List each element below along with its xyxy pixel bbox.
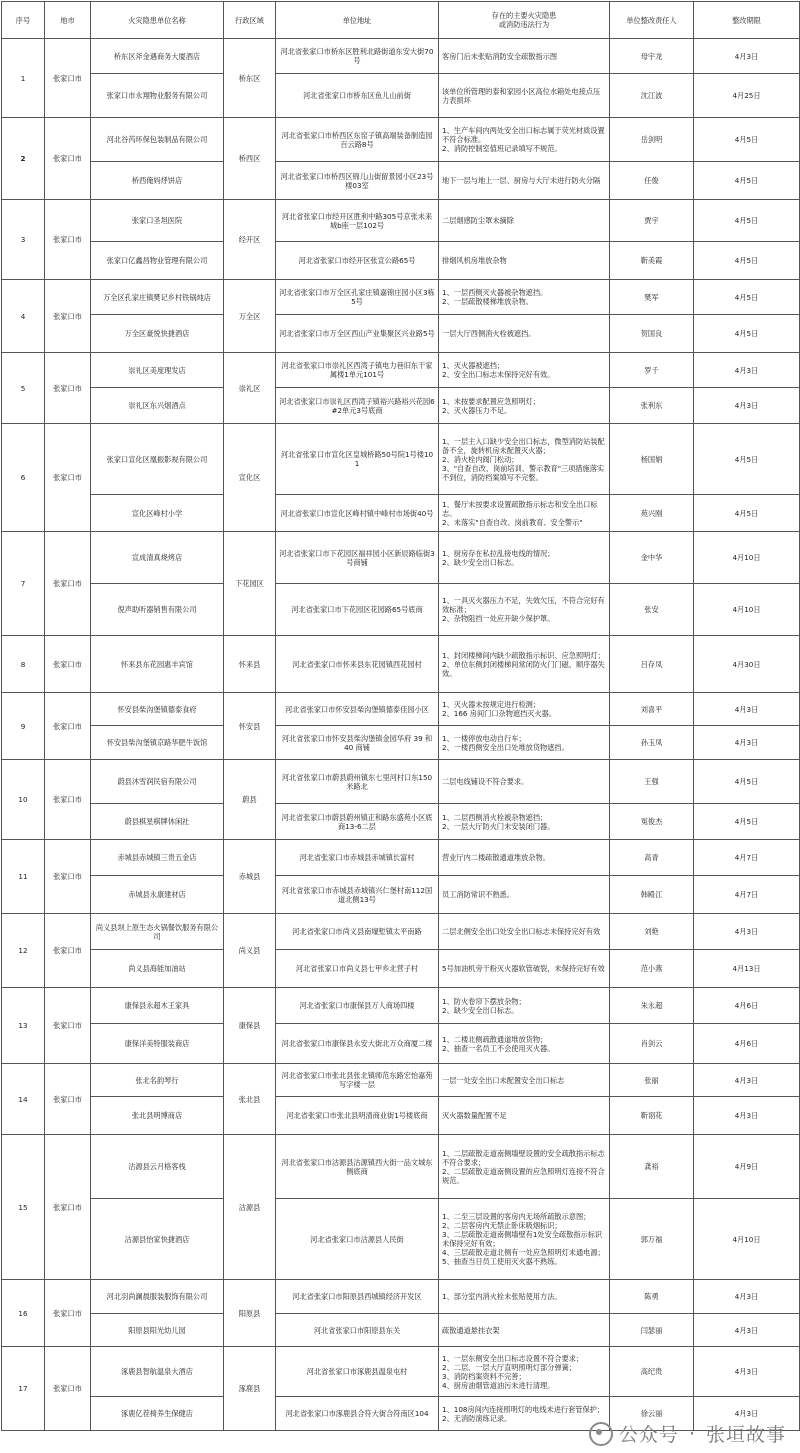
unit-hazard: 5号加油机旁干粉灭火器软管破裂，未保持完好有效 [439, 950, 610, 988]
row-number: 3 [2, 200, 45, 280]
unit-deadline: 4月3日 [694, 1397, 800, 1431]
unit-deadline: 4月5日 [694, 200, 800, 242]
unit-name: 宣成清真烧烤店 [91, 532, 224, 584]
unit-person: 张丽 [610, 1064, 694, 1097]
unit-hazard: 地下一层与地上一层、厨房与大厅未进行防火分隔 [439, 162, 610, 200]
unit-hazard: 1、一层西侧灭火器被杂物遮挡。 2、一层疏散楼梯堆放杂物。 [439, 280, 610, 315]
unit-person: 罗千 [610, 353, 694, 388]
row-district: 万全区 [224, 280, 276, 353]
header-no: 序号 [2, 2, 45, 39]
unit-hazard: 1、108房间内连接照明灯的电线未进行套管保护； 2、无消防演练记录。 [439, 1397, 610, 1431]
unit-deadline: 4月5日 [694, 495, 800, 532]
unit-address: 河北省张家口市涿鹿县温泉屯村 [276, 1347, 439, 1397]
unit-hazard: 灭火器数量配置不足 [439, 1097, 610, 1135]
unit-deadline: 4月9日 [694, 1135, 800, 1199]
unit-address: 河北省张家口市张北县明清商业街1号楼底商 [276, 1097, 439, 1135]
unit-deadline: 4月3日 [694, 353, 800, 388]
unit-hazard: 1、一层东侧安全出口标志设置不符合要求； 2、二层、一层大厅直明照明灯部分弹簧； 3、消防档案资料不完善； 4、厨房油烟管道油污未进行清理。 [439, 1347, 610, 1397]
table-body [2, 39, 800, 1431]
unit-person: 杨国娟 [610, 424, 694, 495]
unit-name: 张北名韵琴行 [91, 1064, 224, 1097]
table-row [2, 1024, 800, 1064]
unit-address: 河北省张家口市桥东区鱼儿山前街 [276, 74, 439, 118]
table-row [2, 118, 800, 162]
unit-name: 阳原县阳光幼儿园 [91, 1314, 224, 1347]
unit-address: 河北省张家口市涿鹿县合符大街合符南区104 [276, 1397, 439, 1431]
header-hazard: 存在的主要火灾隐患 或消防违法行为 [439, 2, 610, 39]
row-district: 桥东区 [224, 39, 276, 118]
unit-hazard: 1、封闭楼梯间内缺少疏散指示标识、应急照明灯； 2、单位东侧封闭楼梯间常闭防火门门磁、顺序器失效。 [439, 636, 610, 693]
unit-person: 范小燕 [610, 950, 694, 988]
unit-person: 龚裕 [610, 1135, 694, 1199]
unit-deadline: 4月5日 [694, 760, 800, 804]
unit-address: 河北省张家口市崇礼区西湾子镇电力巷旧东干家属楼1单元101号 [276, 353, 439, 388]
header-city: 地市 [45, 2, 91, 39]
table-row [2, 162, 800, 200]
unit-person: 樊军 [610, 280, 694, 315]
table-row [2, 1135, 800, 1199]
unit-address: 河北省张家口市桥西区锦儿山街留景园小区23号楼03室 [276, 162, 439, 200]
unit-address: 河北省张家口市桥东区胜利北路街道东安大街70号 [276, 39, 439, 74]
row-city: 张家口市 [45, 914, 91, 988]
table-row [2, 532, 800, 584]
unit-name: 张家口市永翔物业服务有限公司 [91, 74, 224, 118]
row-district: 阳原县 [224, 1280, 276, 1347]
unit-person: 贾宇 [610, 200, 694, 242]
unit-name: 尚义县海能加油站 [91, 950, 224, 988]
unit-address: 河北省张家口市康保县永安大街北万众商厦二楼 [276, 1024, 439, 1064]
row-district: 怀安县 [224, 693, 276, 760]
row-city: 张家口市 [45, 693, 91, 760]
table-row [2, 353, 800, 388]
unit-name: 倪声助听器销售有限公司 [91, 584, 224, 636]
unit-name: 赤城县永康建材店 [91, 876, 224, 914]
header-unit-name: 火灾隐患单位名称 [91, 2, 224, 39]
row-district: 桥西区 [224, 118, 276, 200]
row-district: 康保县 [224, 988, 276, 1064]
row-number: 8 [2, 636, 45, 693]
unit-hazard: 1、餐厅未按要求设置疏散指示标志和安全出口标志。 2、未落实"自查自改、岗前教育、安全警示" [439, 495, 610, 532]
unit-deadline: 4月30日 [694, 636, 800, 693]
row-district: 尚义县 [224, 914, 276, 988]
unit-address: 河北省张家口市阳原县东关 [276, 1314, 439, 1347]
row-city: 张家口市 [45, 1135, 91, 1280]
table-row [2, 1280, 800, 1314]
unit-name: 崇礼区东兴烟酒点 [91, 388, 224, 424]
watermark-brand: 公众号 [618, 1424, 679, 1446]
row-number: 17 [2, 1347, 45, 1431]
unit-hazard: 该单位所管理的泰和家园小区高位水箱处电接点压力表损坏 [439, 74, 610, 118]
unit-address: 河北省张家口市宣化区峰村镇中峰村市场街40号 [276, 495, 439, 532]
row-number: 10 [2, 760, 45, 840]
unit-deadline: 4月6日 [694, 988, 800, 1024]
unit-hazard: 1、未按要求配置应急照明灯； 2、灭火器压力不足。 [439, 388, 610, 424]
unit-person: 张利东 [610, 388, 694, 424]
unit-address: 河北省张家口市下花园区花园路65号底商 [276, 584, 439, 636]
unit-address: 河北省张家口市张北县张北镇师范东路宏怡嘉苑写字楼一层 [276, 1064, 439, 1097]
unit-address: 河北省张家口市赤城县赤城镇长富村 [276, 840, 439, 876]
table-row [2, 74, 800, 118]
unit-address: 河北省张家口市宣化区皇城桥路50号院1号楼101 [276, 424, 439, 495]
header-person: 单位整改责任人 [610, 2, 694, 39]
row-number: 2 [2, 118, 45, 200]
unit-hazard: 1、二楼北侧疏散通道堆放货物； 2、抽查一名员工不会使用灭火器。 [439, 1024, 610, 1064]
unit-address: 河北省张家口市尚义县南壕堑镇太平南路 [276, 914, 439, 950]
unit-name: 张北县明博商店 [91, 1097, 224, 1135]
table-row [2, 760, 800, 804]
table-row [2, 495, 800, 532]
unit-address: 河北省张家口市怀来县东花园镇西花园村 [276, 636, 439, 693]
unit-deadline: 4月6日 [694, 1024, 800, 1064]
table-row [2, 876, 800, 914]
unit-person: 刘喜平 [610, 693, 694, 726]
unit-hazard: 1、二层西侧消火栓被杂物遮挡； 2、一层大厅防火门未安装闭门器。 [439, 804, 610, 840]
unit-deadline: 4月3日 [694, 1314, 800, 1347]
unit-deadline: 4月5日 [694, 118, 800, 162]
row-number: 16 [2, 1280, 45, 1347]
unit-hazard: 二层北侧安全出口处安全出口标志未保持完好有效 [439, 914, 610, 950]
row-city: 张家口市 [45, 760, 91, 840]
row-number: 6 [2, 424, 45, 532]
header-district: 行政区域 [224, 2, 276, 39]
unit-address: 河北省张家口市下花园区福祥园小区新辰路临街3号商铺 [276, 532, 439, 584]
unit-address: 河北省张家口市桥西区东窑子镇高端装备制造园百云路8号 [276, 118, 439, 162]
row-district: 赤城县 [224, 840, 276, 914]
row-city: 张家口市 [45, 1347, 91, 1431]
row-city: 张家口市 [45, 1280, 91, 1347]
unit-hazard: 1、二层疏散走道南侧墙壁设置的安全疏散指示标志不符合要求； 2、二层疏散走道南侧设置的应急照明灯连接不符合规范。 [439, 1135, 610, 1199]
unit-address: 河北省张家口市崇礼区西湾子镇裕兴路裕兴花园6#2单元3号底商 [276, 388, 439, 424]
table-row [2, 280, 800, 315]
unit-name: 桥西俺妈烀饼店 [91, 162, 224, 200]
table-row [2, 950, 800, 988]
table-row [2, 39, 800, 74]
unit-hazard: 1、一层主入口缺少安全出口标志，微型消防站装配备不全，旋转机房未配置灭火器； 2、消火栓内阀门松动； 3、"自查自改、岗前培训、警示教育"三项措施落实不到位，消防档案填写不完整。 [439, 424, 610, 495]
unit-name: 万全区豪悦快捷酒店 [91, 315, 224, 353]
unit-person: 陈勇 [610, 1280, 694, 1314]
unit-name: 怀安县柴沟堡镇京路华肥牛饭馆 [91, 726, 224, 760]
unit-person: 苑兴刚 [610, 495, 694, 532]
row-district: 蔚县 [224, 760, 276, 840]
unit-hazard: 1、防火卷帘下摆放杂物； 2、缺少安全出口标志。 [439, 988, 610, 1024]
unit-name: 张家口圣坦医院 [91, 200, 224, 242]
unit-deadline: 4月3日 [694, 1347, 800, 1397]
table-row [2, 914, 800, 950]
unit-deadline: 4月3日 [694, 1097, 800, 1135]
unit-deadline: 4月3日 [694, 1064, 800, 1097]
unit-name: 桥东区斧金遇商务大厦酒店 [91, 39, 224, 74]
unit-person: 靳诩花 [610, 1097, 694, 1135]
unit-deadline: 4月3日 [694, 1280, 800, 1314]
unit-deadline: 4月5日 [694, 280, 800, 315]
row-city: 张家口市 [45, 1064, 91, 1135]
unit-hazard: 1、灭火器被遮挡； 2、安全出口标志未保持完好有效。 [439, 353, 610, 388]
row-city: 张家口市 [45, 353, 91, 424]
row-number: 12 [2, 914, 45, 988]
wechat-official-account-icon [589, 1422, 613, 1446]
row-city: 张家口市 [45, 39, 91, 118]
unit-person: 母宇龙 [610, 39, 694, 74]
row-city: 张家口市 [45, 280, 91, 353]
unit-deadline: 4月3日 [694, 39, 800, 74]
unit-name: 涿鹿县智航温泉大酒店 [91, 1347, 224, 1397]
unit-deadline: 4月5日 [694, 162, 800, 200]
row-city: 张家口市 [45, 200, 91, 280]
unit-person: 冤俊杰 [610, 804, 694, 840]
unit-person: 贺国良 [610, 315, 694, 353]
row-district: 张北县 [224, 1064, 276, 1135]
unit-name: 涿鹿亿茬椅养生保健店 [91, 1397, 224, 1431]
unit-hazard: 客房门后未张贴消防安全疏散指示图 [439, 39, 610, 74]
row-city: 张家口市 [45, 118, 91, 200]
unit-person: 王强 [610, 760, 694, 804]
unit-address: 河北省张家口市万全区孔家庄镇嘉锦庄园小区3栋5号 [276, 280, 439, 315]
unit-person: 高纪贵 [610, 1347, 694, 1397]
unit-person: 孙玉凤 [610, 726, 694, 760]
unit-hazard: 一层一处安全出口未配置安全出口标志 [439, 1064, 610, 1097]
row-number: 14 [2, 1064, 45, 1135]
unit-person: 韩殿江 [610, 876, 694, 914]
row-number: 5 [2, 353, 45, 424]
row-number: 7 [2, 532, 45, 636]
row-district: 经开区 [224, 200, 276, 280]
unit-deadline: 4月7日 [694, 840, 800, 876]
unit-hazard: 二层烟感防尘罩未摘除 [439, 200, 610, 242]
row-district: 涿鹿县 [224, 1347, 276, 1431]
table-row [2, 726, 800, 760]
unit-name: 康保县永超木王家具 [91, 988, 224, 1024]
unit-deadline: 4月10日 [694, 584, 800, 636]
header-address: 单位地址 [276, 2, 439, 39]
unit-address: 河北省张家口市万全区西山产业集聚区兴业路5号 [276, 315, 439, 353]
header-deadline: 整改期限 [694, 2, 800, 39]
unit-address: 河北省张家口市赤城县赤城镇兴仁堡村南112国道北侧13号 [276, 876, 439, 914]
hazard-table [1, 1, 800, 1431]
table-row [2, 840, 800, 876]
unit-deadline: 4月3日 [694, 726, 800, 760]
table-row [2, 388, 800, 424]
unit-person: 吕存凤 [610, 636, 694, 693]
unit-person: 高青 [610, 840, 694, 876]
row-number: 1 [2, 39, 45, 118]
unit-name: 怀安县柴沟堡镇德泰食府 [91, 693, 224, 726]
unit-hazard: 1、厨房存在私拉乱接电线的情况； 2、缺少安全出口标志。 [439, 532, 610, 584]
unit-name: 蔚县棋星棋牌休闲社 [91, 804, 224, 840]
unit-name: 沽源县云月格客栈 [91, 1135, 224, 1199]
unit-person: 靳美霞 [610, 242, 694, 280]
unit-name: 赤城县赤城镇三贵五金店 [91, 840, 224, 876]
unit-hazard: 营业厅内二楼疏散通道堆放杂物。 [439, 840, 610, 876]
unit-name: 万全区孔家庄镇樊记乡村铁锅炖店 [91, 280, 224, 315]
unit-deadline: 4月10日 [694, 1199, 800, 1280]
unit-deadline: 4月13日 [694, 950, 800, 988]
row-number: 4 [2, 280, 45, 353]
unit-name: 沽源县怡家快捷酒店 [91, 1199, 224, 1280]
row-city: 张家口市 [45, 988, 91, 1064]
table-row [2, 988, 800, 1024]
unit-person: 肖剑云 [610, 1024, 694, 1064]
unit-hazard: 疏散通道悬挂衣架 [439, 1314, 610, 1347]
watermark-separator: · [688, 1422, 696, 1445]
unit-deadline: 4月5日 [694, 804, 800, 840]
unit-name: 张家口宣化区凰振影视有限公司 [91, 424, 224, 495]
unit-hazard: 1、部分室内消火栓未张贴使用方法。 [439, 1280, 610, 1314]
table-row [2, 242, 800, 280]
unit-name: 河北羽尚澜晨服装服饰有限公司 [91, 1280, 224, 1314]
unit-address: 河北省张家口市沽源县沽源镇西大街一品文城东侧底商 [276, 1135, 439, 1199]
unit-person: 朱永超 [610, 988, 694, 1024]
unit-deadline: 4月5日 [694, 315, 800, 353]
unit-deadline: 4月3日 [694, 388, 800, 424]
row-district: 沽源县 [224, 1135, 276, 1280]
unit-name: 崇礼区美度理发店 [91, 353, 224, 388]
unit-name: 尚义县坝上原生态火锅餐饮服务有限公司 [91, 914, 224, 950]
unit-address: 河北省张家口市经开区胜利中路305号京张未来城b座一层102号 [276, 200, 439, 242]
unit-person: 郭万福 [610, 1199, 694, 1280]
unit-address: 河北省张家口市经开区张宣公路65号 [276, 242, 439, 280]
unit-hazard: 1、一楼停放电动自行车； 2、一楼西侧安全出口处堆放货物遮挡。 [439, 726, 610, 760]
row-district: 崇礼区 [224, 353, 276, 424]
unit-person: 闫瑟丽 [610, 1314, 694, 1347]
table-row [2, 636, 800, 693]
unit-address: 河北省张家口市阳原县西城镇经济开发区 [276, 1280, 439, 1314]
unit-deadline: 4月5日 [694, 424, 800, 495]
unit-address: 河北省张家口市尚义县七甲乡北营子村 [276, 950, 439, 988]
unit-address: 河北省张家口市怀安县柴沟堡镇德泰佳园小区 [276, 693, 439, 726]
unit-address: 河北省张家口市蔚县蔚州镇东七里河村口东150米路北 [276, 760, 439, 804]
unit-deadline: 4月7日 [694, 876, 800, 914]
row-district: 下花园区 [224, 532, 276, 636]
unit-name: 张家口亿鑫昌物业管理有限公司 [91, 242, 224, 280]
unit-deadline: 4月3日 [694, 914, 800, 950]
table-row [2, 1347, 800, 1397]
unit-address: 河北省张家口市康保县万人商场四楼 [276, 988, 439, 1024]
unit-deadline: 4月3日 [694, 693, 800, 726]
unit-name: 康保洋美特服装商店 [91, 1024, 224, 1064]
table-row [2, 200, 800, 242]
unit-address: 河北省张家口市怀安县柴沟堡镇金园华府 39 和 40 商铺 [276, 726, 439, 760]
unit-hazard: 排烟风机房堆放杂物 [439, 242, 610, 280]
table-row [2, 1199, 800, 1280]
unit-name: 蔚县沐雪润民宿有限公司 [91, 760, 224, 804]
unit-hazard: 二层电线铺设不符合要求。 [439, 760, 610, 804]
table-row [2, 1064, 800, 1097]
unit-address: 河北省张家口市沽源县人民街 [276, 1199, 439, 1280]
unit-name: 怀来县东花园惠丰宾馆 [91, 636, 224, 693]
table-row [2, 424, 800, 495]
row-city: 张家口市 [45, 424, 91, 532]
unit-deadline: 4月10日 [694, 532, 800, 584]
unit-name: 河北谷芮环保包装制品有限公司 [91, 118, 224, 162]
table-row [2, 584, 800, 636]
table-row [2, 804, 800, 840]
unit-hazard: 1、一具灭火器压力不足，失效欠压，不符合完好有效标准； 2、杂物阻挡一处应开缺少保护罩。 [439, 584, 610, 636]
row-number: 13 [2, 988, 45, 1064]
unit-person: 张安 [610, 584, 694, 636]
unit-deadline: 4月5日 [694, 242, 800, 280]
table-row [2, 693, 800, 726]
unit-person: 徐云丽 [610, 1397, 694, 1431]
unit-hazard: 一层大厅西侧消火栓被遮挡。 [439, 315, 610, 353]
table-row [2, 1097, 800, 1135]
unit-person: 刘艳 [610, 914, 694, 950]
unit-hazard: 1、二至三层设置的客房内无场所疏散示意图； 2、二层客房内无禁止卧床吸烟标识； 3、二层疏散走道南侧墙壁有1处安全疏散指示标识未保持完好有效； 4、三层疏散走道北侧有一处应急照明灯未通电源； 5、抽查当日员工使用灭火器不熟练。 [439, 1199, 610, 1280]
row-city: 张家口市 [45, 532, 91, 636]
table-header-row [2, 2, 800, 39]
unit-name: 宣化区峰村小学 [91, 495, 224, 532]
unit-hazard: 员工消防常识不熟悉。 [439, 876, 610, 914]
unit-person: 金中华 [610, 532, 694, 584]
unit-person: 沈江波 [610, 74, 694, 118]
table-row [2, 315, 800, 353]
row-number: 15 [2, 1135, 45, 1280]
unit-deadline: 4月25日 [694, 74, 800, 118]
table-row [2, 1314, 800, 1347]
row-number: 9 [2, 693, 45, 760]
row-city: 张家口市 [45, 840, 91, 914]
unit-address: 河北省张家口市蔚县蔚州镇正和路东盛苑小区底商13-6二层 [276, 804, 439, 840]
unit-person: 岳剑明 [610, 118, 694, 162]
unit-hazard: 1、生产车间内两处安全出口标志属于荧光材质设置不符合标准。 2、消防控制室值班记录填写不规范。 [439, 118, 610, 162]
row-district: 宣化区 [224, 424, 276, 532]
row-number: 11 [2, 840, 45, 914]
watermark-account: 张垣故事 [705, 1424, 786, 1446]
unit-hazard: 1、灭火器未按规定进行检测； 2、166 房间门口杂物遮挡灭火器。 [439, 693, 610, 726]
row-city: 张家口市 [45, 636, 91, 693]
unit-person: 任俊 [610, 162, 694, 200]
watermark [589, 1420, 786, 1447]
row-district: 怀来县 [224, 636, 276, 693]
